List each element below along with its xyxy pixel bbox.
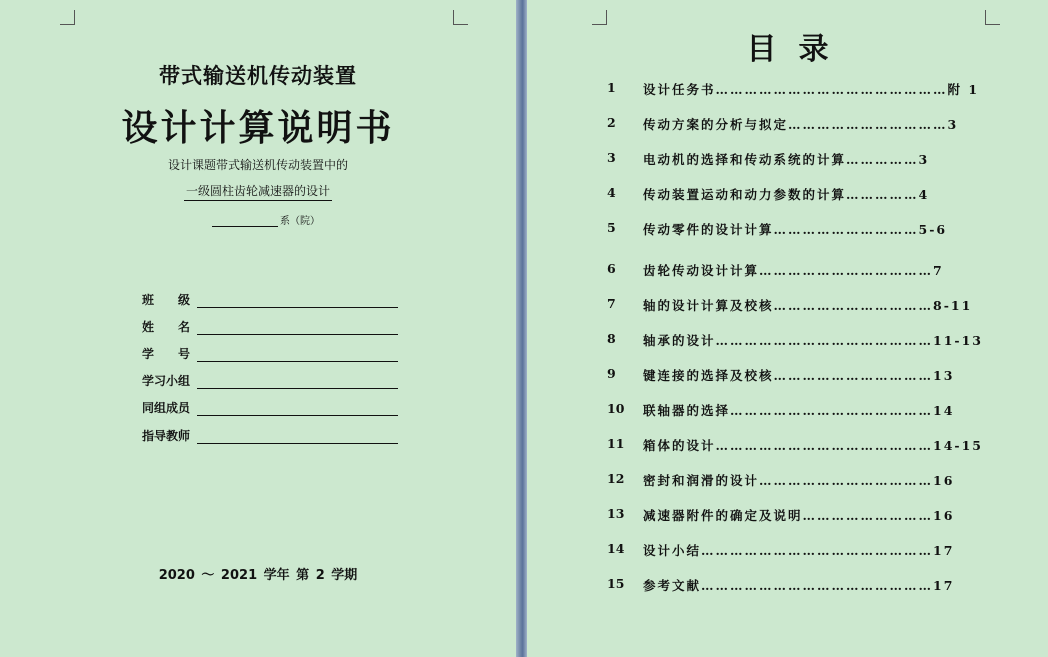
toc-entry-number: 2 bbox=[607, 115, 616, 130]
toc-entry-number: 11 bbox=[607, 436, 625, 451]
crop-mark-top-left bbox=[592, 10, 607, 25]
toc-entry-number: 8 bbox=[607, 331, 616, 346]
field-label: 学习小组 bbox=[142, 374, 191, 388]
field-line bbox=[197, 361, 398, 362]
field-line bbox=[197, 415, 398, 416]
toc-entry-number: 12 bbox=[607, 471, 625, 486]
topic-line-2 bbox=[0, 182, 516, 199]
toc-entry-number: 10 bbox=[607, 401, 625, 416]
toc-title: 目录 bbox=[746, 32, 851, 67]
toc-entry-number: 14 bbox=[607, 541, 625, 556]
topic-line-1: 设计课题带式输送机传动装置中的 bbox=[167, 158, 348, 172]
field-label: 同组成员 bbox=[142, 401, 191, 415]
toc-entry-text: 传动装置运动和动力参数的计算……………4 bbox=[643, 187, 930, 202]
field-line bbox=[197, 388, 398, 389]
toc-entry-number: 6 bbox=[607, 261, 616, 276]
page-gutter bbox=[516, 0, 527, 657]
field-line bbox=[197, 334, 398, 335]
crop-mark-top-right bbox=[985, 10, 1000, 25]
toc-entry-text: 齿轮传动设计计算………………………………7 bbox=[643, 263, 944, 278]
toc-entry-text: 参考文献…………………………………………17 bbox=[643, 578, 955, 593]
toc-entry-text: 减速器附件的确定及说明………………………16 bbox=[643, 508, 955, 523]
cover-subtitle: 带式输送机传动装置 bbox=[159, 64, 357, 88]
toc-entry-text: 设计小结…………………………………………17 bbox=[643, 543, 955, 558]
toc-entry-number: 15 bbox=[607, 576, 625, 591]
field-line bbox=[197, 443, 398, 444]
cover-main-title: 设计计算说明书 bbox=[121, 108, 395, 149]
field-label: 指导教师 bbox=[142, 429, 191, 443]
toc-entry-number: 7 bbox=[607, 296, 616, 311]
field-label: 学 号 bbox=[142, 347, 191, 361]
toc-entry-number: 3 bbox=[607, 150, 616, 165]
field-label: 姓 名 bbox=[142, 320, 191, 334]
toc-entry-text: 键连接的选择及校核……………………………13 bbox=[643, 368, 955, 383]
toc-entry-number: 9 bbox=[607, 366, 616, 381]
toc-entry-text: 传动零件的设计计算…………………………5-6 bbox=[643, 222, 948, 237]
toc-entry-text: 密封和润滑的设计………………………………16 bbox=[643, 473, 955, 488]
crop-mark-top-right bbox=[453, 10, 468, 25]
topic-line-2-text: 一级圆柱齿轮减速器的设计 bbox=[184, 184, 332, 201]
toc-entry-text: 电动机的选择和传动系统的计算……………3 bbox=[643, 152, 930, 167]
toc-entry-number: 13 bbox=[607, 506, 625, 521]
crop-mark-top-left bbox=[60, 10, 75, 25]
department-field bbox=[212, 212, 320, 227]
field-label: 班 级 bbox=[142, 293, 191, 307]
toc-entry-text: 轴的设计计算及校核……………………………8-11 bbox=[643, 298, 973, 313]
department-blank bbox=[212, 216, 278, 227]
academic-term: 2020 ～ 2021 学年 第 2 学期 bbox=[158, 568, 358, 583]
toc-entry-text: 联轴器的选择……………………………………14 bbox=[643, 403, 955, 418]
field-line bbox=[197, 307, 398, 308]
toc-entry-number: 4 bbox=[607, 185, 616, 200]
toc-entry-number: 5 bbox=[607, 220, 616, 235]
toc-entry-text: 箱体的设计………………………………………14-15 bbox=[643, 438, 983, 453]
department-label: 系（院） bbox=[280, 216, 320, 227]
left-page bbox=[0, 0, 516, 657]
toc-entry-number: 1 bbox=[607, 80, 616, 95]
toc-entry-text: 设计任务书…………………………………………附 1 bbox=[643, 82, 980, 97]
toc-entry-text: 轴承的设计………………………………………11-13 bbox=[643, 333, 983, 348]
toc-entry-text: 传动方案的分析与拟定……………………………3 bbox=[643, 117, 959, 132]
